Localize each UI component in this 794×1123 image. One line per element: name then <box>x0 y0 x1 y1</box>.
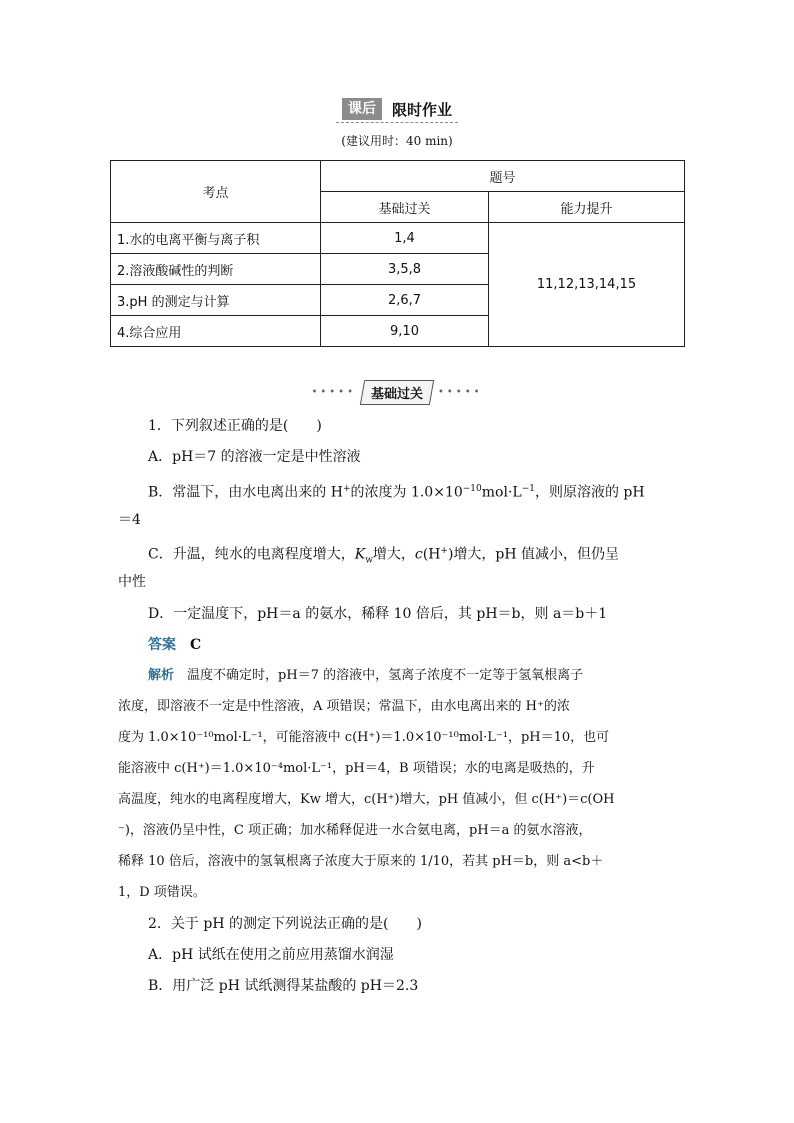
row-topic: 1.水的电离平衡与离子积 <box>111 223 321 254</box>
q1-analysis-line: ⁻)，溶液仍呈中性，C 项正确；加水稀释促进一水合氨电离，pH＝a 的氨水溶液， <box>118 823 592 838</box>
answer-label: 答案 <box>148 637 176 653</box>
q1-analysis-line: 浓度，即溶液不一定是中性溶液，A 项错误；常温下，由水电离出来的 H⁺的浓 <box>118 699 570 714</box>
row-basic: 1,4 <box>321 223 489 254</box>
section-badge <box>360 380 434 405</box>
header-tag: 课后 <box>342 98 382 120</box>
advanced-numbers: 11,12,13,14,15 <box>489 223 685 347</box>
col-topic-header: 考点 <box>111 161 321 223</box>
topic-table <box>110 160 685 347</box>
time-hint: (建议用时：40 min) <box>341 134 453 148</box>
q2-option-b: B．用广泛 pH 试纸测得某盐酸的 pH＝2.3 <box>148 978 419 994</box>
row-topic: 2.溶液酸碱性的判断 <box>111 254 321 285</box>
q2-stem: 2．关于 pH 的测定下列说法正确的是( ) <box>148 916 422 932</box>
q1-option-a: A．pH＝7 的溶液一定是中性溶液 <box>148 449 361 465</box>
section-header <box>0 98 794 123</box>
q1-analysis-line: 能溶液中 c(H⁺)＝1.0×10⁻⁴mol·L⁻¹，pH＝4，B 项错误；水的电离是吸热的，升 <box>118 761 595 776</box>
q1-answer <box>148 635 201 655</box>
q1-analysis-line: 1，D 项错误。 <box>118 885 206 900</box>
row-topic: 3.pH 的测定与计算 <box>111 285 321 316</box>
row-basic: 2,6,7 <box>321 285 489 316</box>
q1-option-d: D．一定温度下，pH＝a 的氨水，稀释 10 倍后，其 pH＝b，则 a＝b＋1 <box>148 606 608 622</box>
q1-analysis-line: 解析 温度不确定时，pH＝7 的溶液中，氢离子浓度不一定等于氢氧根离子 <box>148 668 584 683</box>
q1-analysis-line: 度为 1.0×10⁻¹⁰mol·L⁻¹，可能溶液中 c(H⁺)＝1.0×10⁻¹⁰mol·L⁻¹，pH＝10，也可 <box>118 730 610 745</box>
row-basic: 3,5,8 <box>321 254 489 285</box>
header-title: 限时作业 <box>391 100 452 119</box>
analysis-label: 解析 <box>148 668 175 683</box>
q1-option-c-cont: 中性 <box>118 574 146 590</box>
q1-analysis-line: 稀释 10 倍后，溶液中的氢氧根离子浓度大于原来的 1/10，若其 pH＝b，则 a<b＋ <box>118 854 604 869</box>
divider-dots-right: ••••• <box>438 387 483 398</box>
col-advanced-header: 能力提升 <box>489 192 685 223</box>
section-title: 基础过关 <box>370 387 423 402</box>
col-basic-header: 基础过关 <box>321 192 489 223</box>
q1-stem: 1．下列叙述正确的是( ) <box>148 418 322 434</box>
q1-option-b: B．常温下，由水电离出来的 H+的浓度为 $1.0\times 10^{-10}mol\cdot L^{-1}$，则原溶液的 pH <box>148 484 645 501</box>
q1-option-b-cont: ＝4 <box>118 512 141 528</box>
divider-dots-left: ••••• <box>311 387 356 398</box>
q2-option-a: A．pH 试纸在使用之前应用蒸馏水润湿 <box>148 947 394 963</box>
q1-option-c: C．升温，纯水的电离程度增大，$K_w$增大，c(H+)增大，pH 值减小，但仍呈 <box>148 546 620 566</box>
q1-analysis-line: 高温度，纯水的电离程度增大，Kw 增大，c(H⁺)增大，pH 值减小，但 c(H⁺)＝c(OH <box>118 792 615 807</box>
col-number-header: 题号 <box>321 161 685 192</box>
table-row <box>111 223 685 254</box>
answer-value: C <box>190 637 202 653</box>
row-basic: 9,10 <box>321 316 489 347</box>
row-topic: 4.综合应用 <box>111 316 321 347</box>
section-divider <box>0 380 794 405</box>
